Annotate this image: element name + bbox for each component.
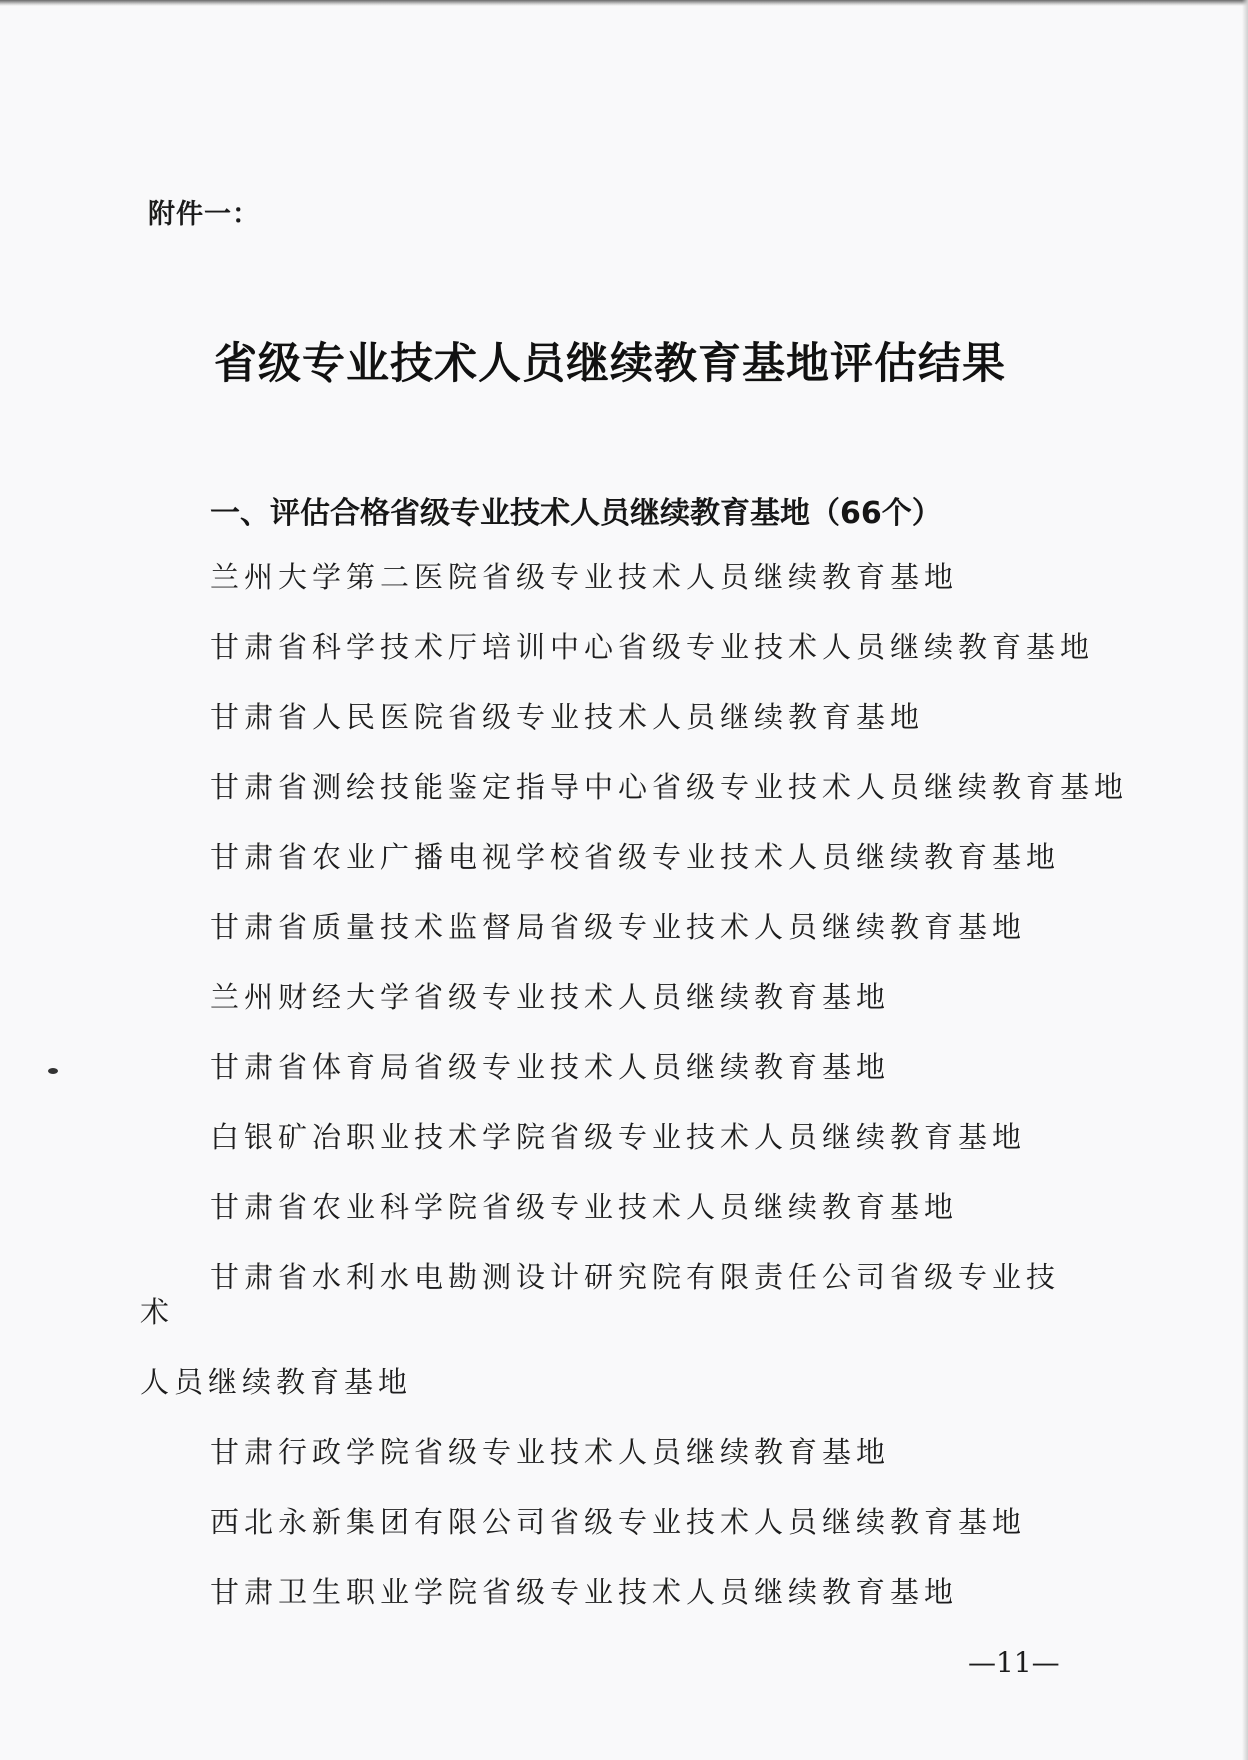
list-item: 甘肃行政学院省级专业技术人员继续教育基地 (210, 1435, 891, 1469)
list-item-line: 人员继续教育基地 (140, 1365, 413, 1399)
list-item: 甘肃省农业科学院省级专业技术人员继续教育基地 (210, 1190, 959, 1224)
document-title: 省级专业技术人员继续教育基地评估结果 (214, 339, 1006, 389)
base-list (0, 560, 1248, 1645)
list-item: 甘肃省体育局省级专业技术人员继续教育基地 (210, 1050, 891, 1084)
list-item: 白银矿冶职业技术学院省级专业技术人员继续教育基地 (210, 1120, 1027, 1154)
page-number: —11— (968, 1646, 1060, 1679)
list-item: 兰州财经大学省级专业技术人员继续教育基地 (210, 980, 891, 1014)
list-item: 兰州大学第二医院省级专业技术人员继续教育基地 (210, 560, 959, 594)
list-item: 甘肃省人民医院省级专业技术人员继续教育基地 (210, 700, 925, 734)
list-item: 甘肃省测绘技能鉴定指导中心省级专业技术人员继续教育基地 (210, 770, 1129, 804)
attachment-label: 附件一： (148, 199, 260, 230)
list-item: 甘肃卫生职业学院省级专业技术人员继续教育基地 (210, 1575, 959, 1609)
list-item: 甘肃省质量技术监督局省级专业技术人员继续教育基地 (210, 910, 1027, 944)
scan-edge (0, 0, 1248, 6)
list-item-wrapped (0, 1260, 1248, 1400)
list-item-line: 甘肃省水利水电勘测设计研究院有限责任公司省级专业技术 (140, 1260, 1061, 1329)
list-item: 甘肃省农业广播电视学校省级专业技术人员继续教育基地 (210, 840, 1061, 874)
section-heading: 一、评估合格省级专业技术人员继续教育基地（66个） (210, 496, 942, 531)
list-item: 西北永新集团有限公司省级专业技术人员继续教育基地 (210, 1505, 1027, 1539)
list-item: 甘肃省科学技术厅培训中心省级专业技术人员继续教育基地 (210, 630, 1095, 664)
